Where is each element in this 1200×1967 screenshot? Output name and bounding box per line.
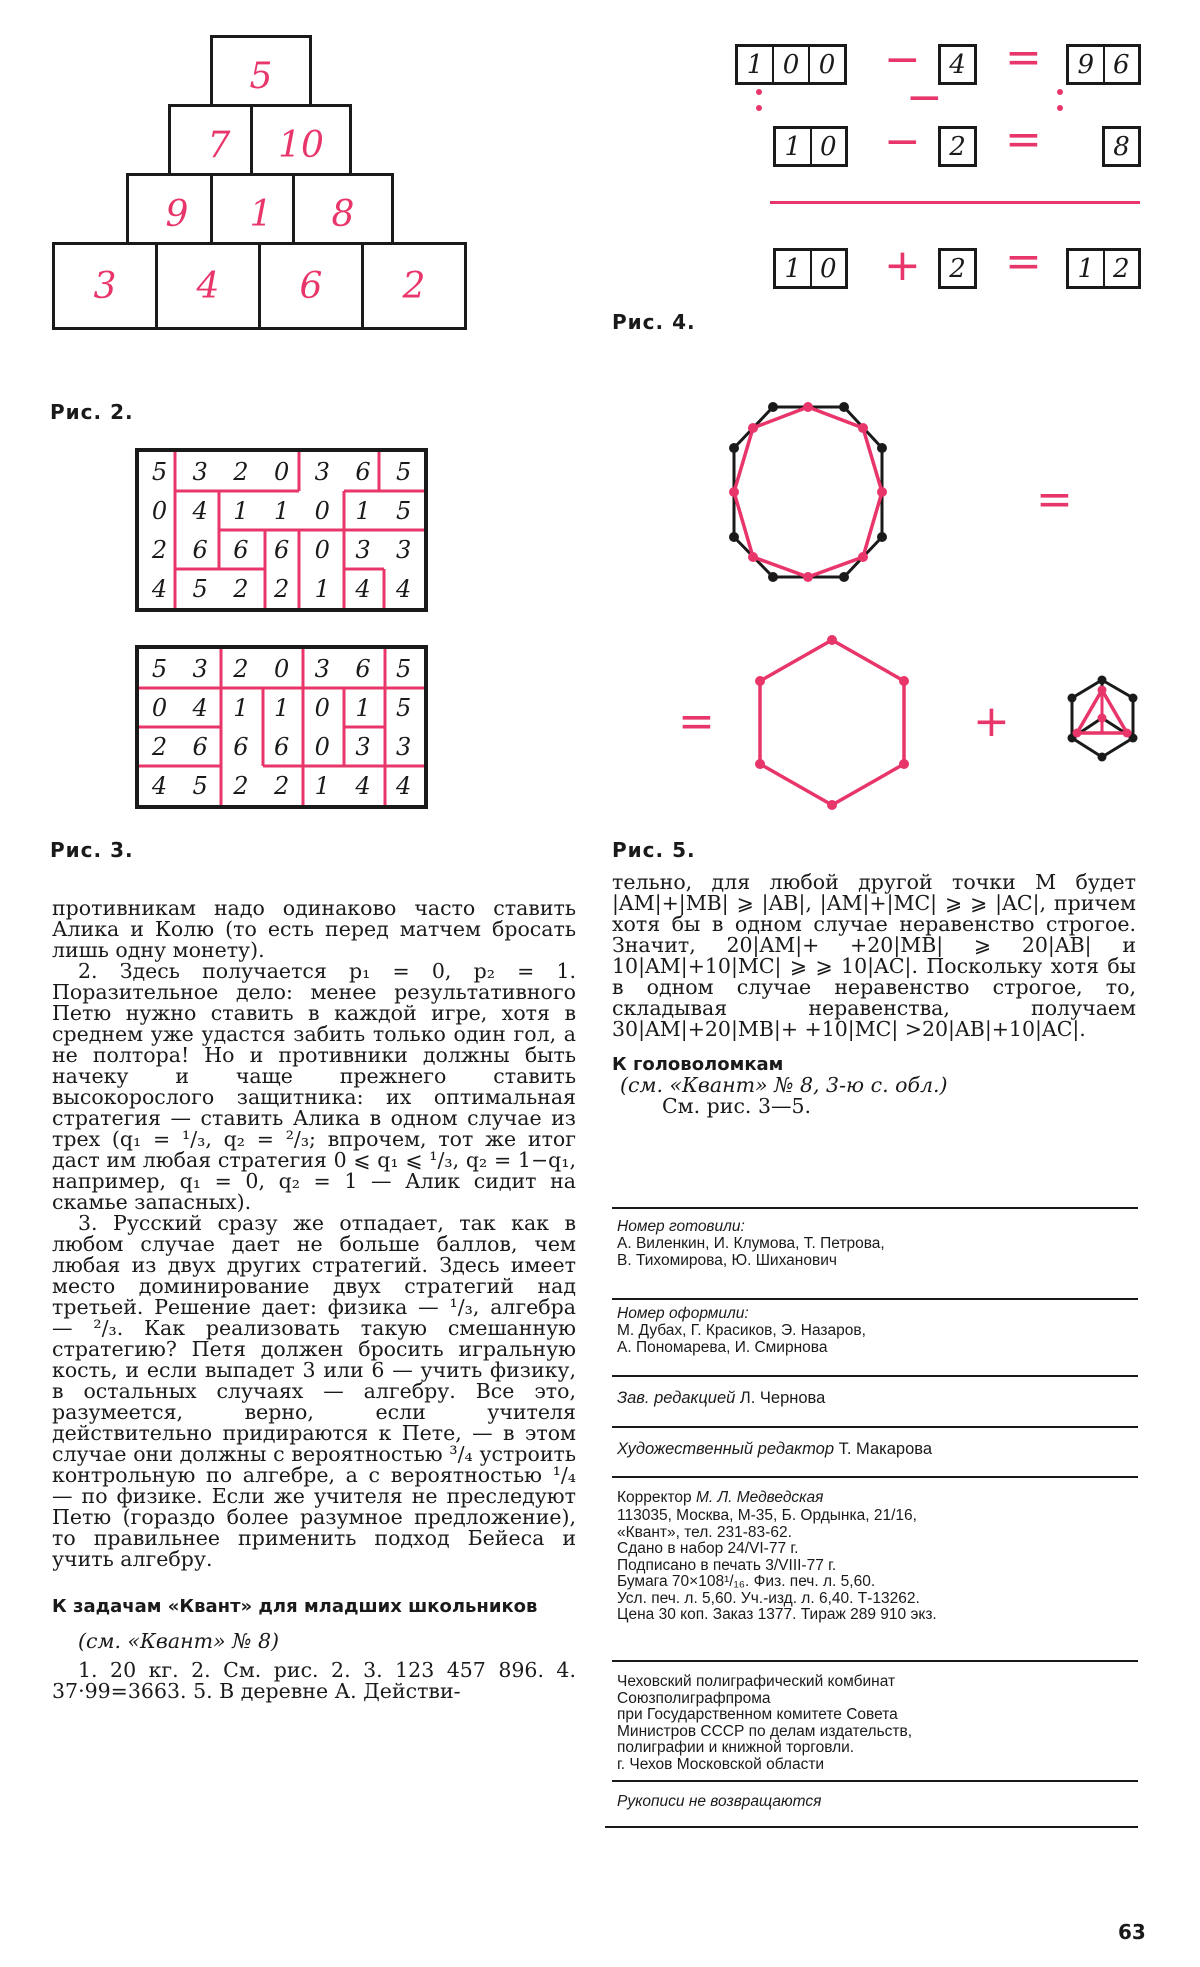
equals-sign: = — [1005, 32, 1042, 83]
left-column — [52, 898, 576, 1702]
grid-cell: 6 — [192, 535, 208, 564]
printer-line: Союзполиграфпрома — [617, 1689, 771, 1707]
designed-line: М. Дубах, Г. Красиков, Э. Назаров, — [617, 1322, 866, 1339]
right-column — [612, 872, 1136, 1117]
grid-cell: 6 — [355, 457, 371, 486]
grid-cell: 4 — [192, 693, 208, 722]
plus-sign: + — [973, 696, 1010, 747]
digit: 1 — [784, 131, 802, 162]
digit: 1 — [1077, 253, 1095, 284]
grid-cell: 2 — [151, 535, 168, 564]
divider — [612, 1207, 1138, 1209]
grid-cell: 3 — [192, 654, 208, 683]
digit: 2 — [949, 131, 966, 162]
designed-label: Номер оформили: — [617, 1305, 749, 1322]
grid-cell: 0 — [273, 457, 290, 486]
grid-cell: 0 — [314, 693, 330, 722]
pyramid-cell: 3 — [52, 242, 158, 330]
page-number: 63 — [1118, 1920, 1146, 1944]
art-editor-line — [617, 1441, 932, 1458]
pyramid-cell: 5 — [210, 35, 312, 117]
equals-sign: = — [1005, 114, 1042, 165]
digit: 0 — [808, 47, 844, 82]
divider — [612, 1426, 1138, 1428]
address-line: Подписано в печать 3/VIII-77 г. — [617, 1556, 837, 1574]
paragraph: 2. Здесь получается p₁ = 0, p₂ = 1. Поразительное дело: менее результативного Петю нужно ставить в каждой игре, хотя в среднем уже удастся забить только один гол, а не полтора! Но и противники должны быть начеку и чаще прежнего ставить высокорослого защитника: их оптимальная стратегия — ставить Алика в одном случае из трех (q₁ = ¹/₃, q₂ = ²/₃; впрочем, тот же итог даст им любая стратегия 0 ⩽ q₁ ⩽ ¹/₃, q₂ = 1−q₁, например, q₁ = 0, q₂ = 1 — Алик сидит на скамье запасных). — [52, 959, 576, 1214]
grid-cell: 1 — [314, 771, 330, 800]
grid-cell: 1 — [273, 496, 290, 525]
digit: 1 — [746, 49, 764, 80]
equals-sign: = — [1036, 474, 1073, 525]
grid-cell: 3 — [396, 732, 412, 761]
art-editor-name: Т. Макарова — [838, 1440, 933, 1458]
grid-cell: 3 — [314, 654, 330, 683]
grid-cell: 5 — [396, 457, 412, 486]
divider — [612, 1660, 1138, 1662]
answers: 1. 20 кг. 2. См. рис. 2. 3. 123 457 896. 4. 37·99=3663. 5. В деревне А. Действи- — [52, 1658, 576, 1703]
grid-cell: 2 — [233, 771, 249, 800]
equals-sign: = — [1005, 236, 1042, 287]
digit: 4 — [949, 49, 966, 80]
divider — [605, 1826, 1138, 1828]
grid-cell: 0 — [273, 654, 290, 683]
address-line: 113035, Москва, М-35, Б. Ордынка, 21/16, — [617, 1507, 917, 1524]
prepared-line: В. Тихомирова, Ю. Шиханович — [617, 1252, 837, 1269]
grid-cell: 6 — [233, 732, 249, 761]
grid-cell: 6 — [355, 654, 371, 683]
paragraph: противникам надо одинаково часто ставить Алика и Колю (то есть перед матчем бросать лишь одну монету). — [52, 896, 576, 962]
digit: 6 — [1103, 47, 1139, 82]
figure-4-caption: Рис. 4. — [612, 310, 696, 334]
printer-line: Чеховский полиграфический комбинат — [617, 1673, 896, 1690]
grid-cell: 5 — [396, 496, 412, 525]
grid-cell: 4 — [396, 574, 412, 603]
printer-line: при Государственном комитете Совета — [617, 1706, 898, 1723]
grid-cell: 5 — [396, 654, 412, 683]
see-figures: См. рис. 3—5. — [662, 1094, 812, 1118]
printer-line: полиграфии и книжной торговли. — [617, 1739, 855, 1756]
grid-cell: 2 — [233, 654, 249, 683]
corrector-label: Корректор — [617, 1489, 692, 1506]
pyramid-cell: 6 — [258, 242, 364, 330]
grid-cell: 1 — [314, 574, 330, 603]
figure-2-caption: Рис. 2. — [50, 400, 134, 424]
digit: 2 — [1103, 251, 1139, 286]
printer-line: г. Чехов Московской области — [617, 1755, 825, 1773]
grid-cell: 6 — [273, 732, 290, 761]
grid-cell: 1 — [273, 693, 290, 722]
pyramid-cell: 10 — [250, 104, 352, 186]
grid-cell: 4 — [355, 771, 371, 800]
address-line: «Квант», тел. 231-83-62. — [617, 1523, 792, 1541]
prepared-label: Номер готовили: — [617, 1218, 745, 1235]
prepared-line: А. Виленкин, И. Клумова, Т. Петрова, — [617, 1235, 885, 1252]
pyramid-cell: 9 — [126, 173, 228, 255]
grid-cell: 4 — [396, 771, 412, 800]
grid-cell: 2 — [233, 574, 249, 603]
grid-cell: 5 — [192, 771, 208, 800]
grid-cell: 2 — [233, 457, 249, 486]
section-heading: К головоломкам — [612, 1054, 784, 1075]
grid-cell: 0 — [314, 496, 330, 525]
grid-cell: 4 — [151, 574, 168, 603]
minus-sign: − — [906, 72, 943, 123]
editor-label: Зав. редакцией — [617, 1389, 736, 1407]
digit: 9 — [1077, 49, 1095, 80]
grid-cell: 1 — [233, 693, 249, 722]
grid-cell: 1 — [233, 496, 249, 525]
grid-cell: 5 — [192, 574, 208, 603]
address-line: Бумага 70×108¹/₁₆. Физ. печ. л. 5,60. — [617, 1573, 876, 1590]
minus-sign: − — [884, 34, 921, 85]
grid-cell: 5 — [396, 693, 412, 722]
grid-cell: 1 — [355, 496, 371, 525]
divider — [612, 1476, 1138, 1478]
digit: 2 — [949, 253, 966, 284]
grid-cell: 6 — [233, 535, 249, 564]
grid-cell: 4 — [355, 574, 371, 603]
digit: 0 — [810, 251, 846, 286]
grid-cell: 0 — [151, 496, 168, 525]
plus-sign: + — [884, 240, 921, 291]
pyramid-cell: 1 — [210, 173, 312, 255]
grid-cell: 2 — [273, 771, 290, 800]
grid-cell: 4 — [151, 771, 168, 800]
grid-cell: 0 — [314, 535, 330, 564]
grid-cell: 0 — [151, 693, 168, 722]
pyramid-cell: 7 — [168, 104, 270, 186]
grid-cell: 6 — [192, 732, 208, 761]
section-reference: (см. «Квант» № 8) — [78, 1629, 280, 1653]
designed-line: А. Пономарева, И. Смирнова — [617, 1339, 828, 1356]
grid-cell: 3 — [355, 732, 371, 761]
figure-3-caption: Рис. 3. — [50, 838, 134, 862]
address-line: Цена 30 коп. Заказ 1377. Тираж 289 910 экз. — [617, 1606, 937, 1623]
address-line: Сдано в набор 24/VI-77 г. — [617, 1540, 799, 1557]
pyramid-cell: 2 — [361, 242, 467, 330]
grid-cell: 4 — [192, 496, 208, 525]
manuscripts-note: Рукописи не возвращаются — [617, 1793, 822, 1810]
divider — [612, 1375, 1138, 1377]
pyramid-cell: 8 — [292, 173, 394, 255]
grid-cell: 2 — [273, 574, 290, 603]
equals-sign: = — [678, 696, 715, 747]
section-heading: К задачам «Квант» для младших школьников — [52, 1596, 538, 1617]
grid-cell: 2 — [151, 732, 168, 761]
section-reference: (см. «Квант» № 8, 3-ю с. обл.) — [620, 1073, 948, 1097]
digit: 1 — [784, 253, 802, 284]
divider — [612, 1298, 1138, 1300]
editor-name: Л. Чернова — [739, 1389, 826, 1407]
printer-line: Министров СССР по делам издательств, — [617, 1722, 913, 1740]
grid-cell: 3 — [396, 535, 412, 564]
paragraph: 3. Русский сразу же отпадает, так как в любом случае дает не больше баллов, чем любая из двух других стратегий. Здесь имеет место доминирование двух стратегий над третьей. Решение дает: физика — ¹/₃, алгебра — ²/₃. Как реализовать такую смешанную стратегию? Петя должен бросить игральную кость, и если выпадет 3 или 6 — учить физику, в остальных случаях — алгебру. Все это, разумеется, верно, если учителя действительно придираются к Пете, — в этом случае они должны с вероятностью ³/₄ устроить контрольную по алгебре, а с вероятностью ¹/₄ — по физике. Если же учителя не преследуют Петю (гораздо более разумное предложение), то правильнее применить подход Бейеса и учить алгебру. — [52, 1211, 576, 1571]
corrector-line — [617, 1490, 823, 1507]
art-editor-label: Художественный редактор — [617, 1440, 835, 1458]
divider — [612, 1780, 1138, 1782]
grid-cell: 0 — [314, 732, 330, 761]
grid-cell: 3 — [314, 457, 330, 486]
grid-cell: 3 — [192, 457, 208, 486]
figure-5-caption: Рис. 5. — [612, 838, 696, 862]
corrector-name: М. Л. Медведская — [695, 1489, 824, 1506]
pyramid-cell: 4 — [155, 242, 261, 330]
grid-cell: 5 — [151, 457, 168, 486]
digit: 0 — [810, 129, 846, 164]
minus-sign: − — [884, 116, 921, 167]
grid-cell: 1 — [355, 693, 371, 722]
digit: 0 — [772, 47, 808, 82]
address-line: Усл. печ. л. 5,60. Уч.-изд. л. 6,40. Т-13262. — [617, 1589, 920, 1607]
digit: 8 — [1113, 131, 1130, 162]
grid-cell: 5 — [151, 654, 168, 683]
paragraph: тельно, для любой другой точки M будет |AM|+|MB| ⩾ |AB|, |AM|+|MC| ⩾ ⩾ |AC|, причем хотя бы в одном случае неравенство строгое. Значит, 20|AM|+ +20|MB| ⩾ 20|AB| и 10|AM|+10|MC| ⩾ ⩾ 10|AC|. Поскольку хотя бы в одном случае неравенство строгое, то, складывая неравенства, получаем 30|AM|+20|MB|+ +10|MC| >20|AB|+10|AC|. — [612, 870, 1136, 1041]
grid-cell: 3 — [355, 535, 371, 564]
editor-line — [617, 1390, 825, 1407]
grid-cell: 6 — [273, 535, 290, 564]
